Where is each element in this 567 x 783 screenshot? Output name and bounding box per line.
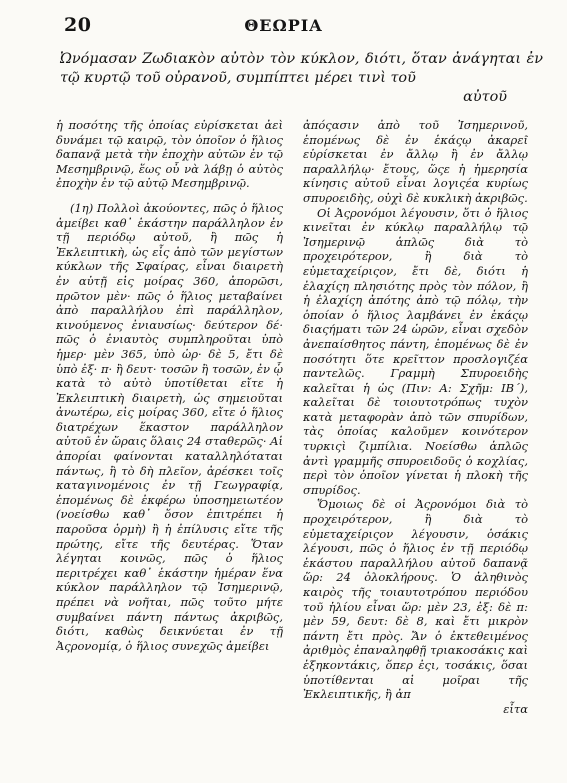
intro-paragraph: [60, 50, 543, 107]
intro-text: Ὠνόμασαν Ζωδιακὸν αὐτὸν τὸν κύκλον, διότι, ὅταν ἀνάγηται ἐν τῷ κυρτῷ τοῦ οὐρανοῦ, συμπίπτει μέρει τινὶ τοῦ: [60, 51, 543, 86]
page-number: 20: [64, 14, 92, 36]
left-paragraph-2: (1η) Πολλοὶ ἀκούοντες, πῶς ὁ ἥλιος ἀμείβει καθ᾿ ἑκάστην παράλληλον ἐν τῇ περιόδῳ αὐτοῦ, ἢ πῶς ἡ Ἐκλειπτικὴ, ὡς εἷς ἀπὸ τῶν μεγίστων κύκλων τῆς Σφαίρας, εἶναι διαιρετὴ ἐν αὐτῇ εἰς μοίρας 360, ἀπορῶσι, πρῶτον μὲν· πῶς ὁ ἥλιος μεταβαίνει ἀπὸ παραλλήλου ἐπὶ παράλληλον, κινούμενος ἐνιαυσίως· δεύτερον δέ· πῶς ὁ ἐνιαυτὸς συμπληροῦται ὑπὸ ἡμερ· μὲν 365, ὑπὸ ὡρ· δὲ 5, ἔτι δὲ ὑπὸ ἐξ· π· ἢ δευτ· τοσῶν ἢ τοσῶν, ἐν ᾧ κατὰ τὸ αὐτὸ ὑποτίθεται εἴτε ἡ Ἐκλειπτικὴ διαιρετὴ, ὡς σημειοῦται ἀνωτέρω, εἰς μοίρας 360, εἴτε ὁ ἥλιος διατρέχων ἕκαστον παράλληλον αὐτοῦ ἐν ὥραις ὅλαις 24 σταθερῶς· Αἱ ἀπορίαι φαίνονται καταλληλόταται πάντως, ἢ τὸ δὴ πλεῖον, ἀρέσκει τοῖς καταγινομένοις ἐν τῇ Γεωγραφίᾳ, ἑπομένως δὲ ἐκφέρω ὑποσημειωτέον (νοείσθω καθ᾿ ὅσον ἐπιτρέπει ἡ παροῦσα ὁρμὴ) ἢ ἡ ἐπίλυσις εἴτε τῆς πρώτης, εἴτε τῆς δευτέρας. Ὅταν λέγηται κοινῶς, πῶς ὁ ἥλιος περιτρέχει καθ᾿ ἑκάστην ἡμέραν ἕνα κύκλον παράλληλον τῷ Ἰσημερινῷ, πρέπει νὰ νοῆται, πῶς τοῦτο μήτε συμβαίνει πάντη πάντως ἀκριβῶς, διότι, καθὼς δεικνύεται ἐν τῇ Ἀςρονομίᾳ, ὁ ἥλιος συνεχῶς ἀμείβει: [56, 200, 283, 653]
left-column: [56, 118, 283, 769]
right-column: [303, 118, 528, 769]
intro-last-word: αὐτοῦ: [463, 89, 507, 105]
running-head: ΘΕΩΡΙΑ: [244, 16, 323, 35]
right-paragraph-1: ἀπόςασιν ἀπὸ τοῦ Ἰσημερινοῦ, ἑπομένως δὲ ἐν ἑκάςῳ ἀκαρεῖ εὑρίσκεται ἐν ἄλλῳ ἢ ἐν ἄλλῳ παραλλήλῳ· ἔτους, ὥςε ἡ ἡμερησία κίνησις αὐτοῦ εἶναι λογιςέα κυρίως σπυροειδὴς, οὐχὶ δὲ κυκλικὴ ἀκριβῶς.: [303, 118, 528, 205]
right-paragraph-2: Οἱ Ἀςρονόμοι λέγουσιν, ὅτι ὁ ἥλιος κινεῖται ἐν κύκλῳ παραλλήλῳ τῷ Ἰσημερινῷ ἁπλῶς διὰ τὸ προχειρότερον, ἢ διὰ τὸ εὐμεταχείριςον, ἔτι δὲ, διότι ἡ ἐλαχίςη πλησιότης πρὸς τὸν πόλον, ἢ ἡ ἐλαχίςη ἀπότης ἀπὸ τῷ πόλῳ, τὴν ὁποίαν ὁ ἥλιος λαμβάνει ἐν ἑκάςῳ διαςήματι τῶν 24 ὡρῶν, εἶναι σχεδὸν ἀνεπαίσθητος πάντη, ἑπομένως δὲ ἐν ποσότητι ὅτε κρεῖττον προσλογιζέα παντελῶς. Γραμμὴ Σπυροειδὴς καλεῖται ἡ ὡς (Πιν: Α: Σχῆμ: ΙΒ´), καλεῖται δὲ τοιουτοτρόπως τυχὸν κατὰ μεταφορὰν ἀπὸ τῶν σπυρίδων, τὰς ὁποίας καλοῦμεν κοινότερον τυρκιςὶ ζιμπίλια. Νοείσθω ἁπλῶς ἀντὶ γραμμῆς σπυροειδοῦς ὁ κοχλίας, περὶ τὸν ὁποῖον γίνεται ἡ πλοκὴ τῆς σπυρίδος.: [303, 205, 528, 497]
right-paragraph-3: Ὅμοιως δὲ οἱ Ἀςρονόμοι διὰ τὸ προχειρότερον, ἢ διὰ τὸ εὐμεταχείριςον λέγουσιν, ὁσάκις λέγουσι, πῶς ὁ ἥλιος ἐν τῇ περιόδῳ ἑκάστου παραλλήλου αὐτοῦ δαπανᾷ ὥρ: 24 ὁλοκλήρους. Ὁ ἀληθινὸς καιρὸς τῆς τοιαυτοτρόπου περιόδου τοῦ ἡλίου εἶναι ὥρ: μὲν 23, ἐξ: δὲ π: μὲν 59, δευτ: δὲ 8, καὶ ἔτι μικρὸν πάντη ἔτι πρὸς. Ἄν ὁ ἐκτεθειμένος ἀριθμὸς ἐπαναληφθῇ τριακοσάκις καὶ ἑξηκοντάκις, ὅπερ ἐςι, τοσάκις, ὅσαι ὑποτίθενται αἱ μοῖραι τῆς Ἐκλειπτικῆς, ἢ ἀπ: [303, 497, 528, 702]
catchword: εἶτα: [503, 701, 528, 716]
left-paragraph-1: ἡ ποσότης τῆς ὁποίας εὑρίσκεται ἀεὶ δυνάμει τῷ καιρῷ, τὸν ὁποῖον ὁ ἥλιος δαπανᾷ μετὰ τὴν ἐποχὴν αὐτῶν ἐν τῷ Μεσημβρινῷ, ἕως οὗ νὰ λάβῃ ὁ αὐτὸς ἐποχὴν ἐν τῷ αὐτῷ Μεσημβρινῷ.: [56, 118, 283, 191]
